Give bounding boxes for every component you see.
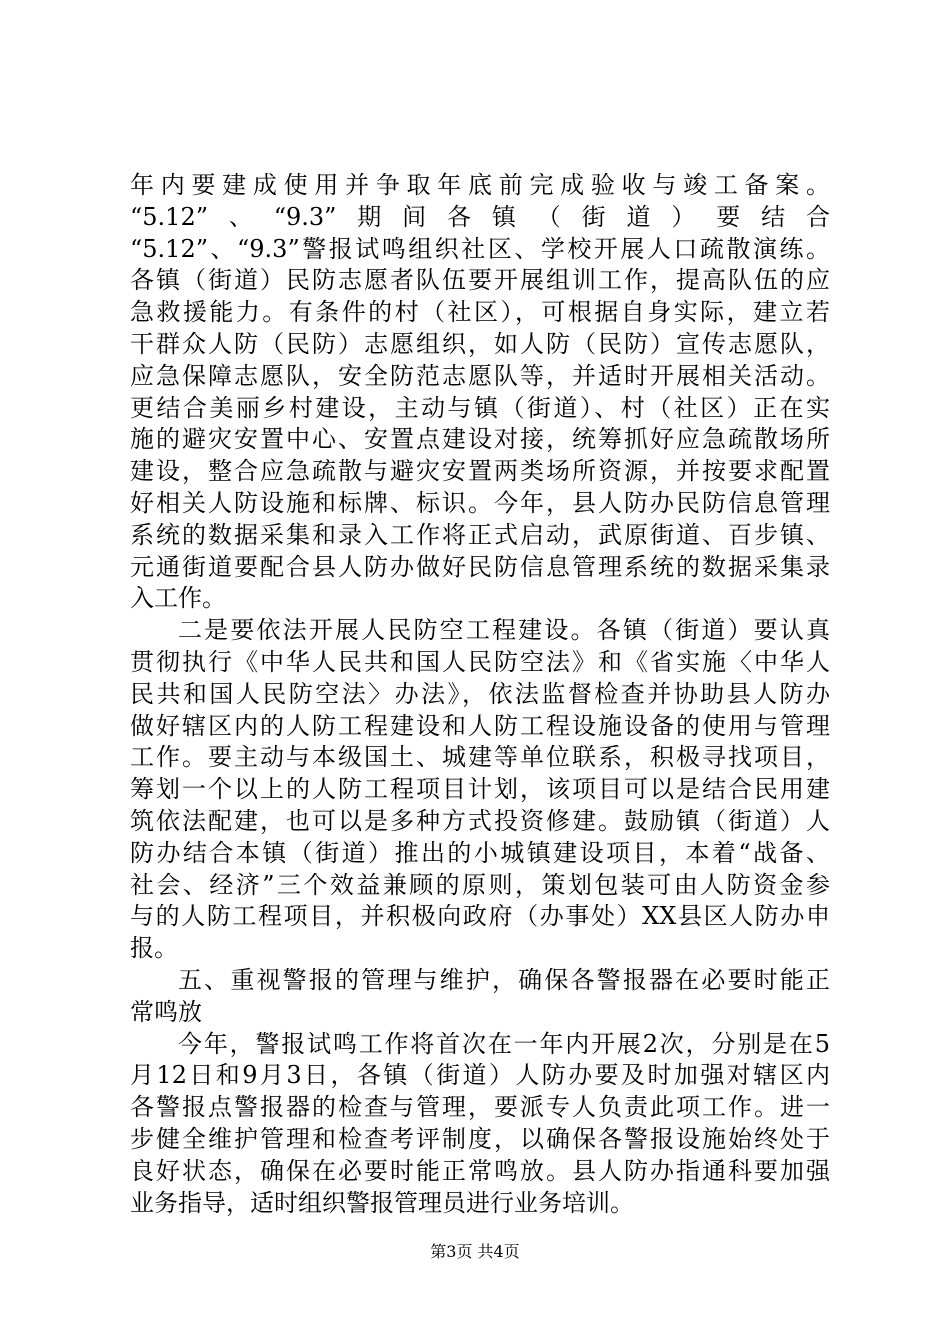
text-line: 今年，警报试鸣工作将首次在一年内开展2次，分别是在5 — [178, 1029, 830, 1058]
text-line: 月12日和9月3日，各镇（街道）人防办要及时加强对辖区内 — [130, 1061, 830, 1090]
text-line: 好相关人防设施和标牌、标识。今年，县人防办民防信息管理 — [130, 488, 830, 517]
text-line: 做好辖区内的人防工程建设和人防工程设施设备的使用与管理 — [130, 711, 830, 740]
text-line: 常鸣放 — [130, 997, 202, 1026]
text-line: 五、重视警报的管理与维护，确保各警报器在必要时能正 — [178, 965, 830, 994]
text-line: 防办结合本镇（街道）推出的小城镇建设项目，本着“战备、 — [130, 838, 830, 867]
text-line: 报。 — [130, 934, 178, 963]
text-line: 干群众人防（民防）志愿组织，如人防（民防）宣传志愿队， — [130, 329, 830, 358]
text-line: 各警报点警报器的检查与管理，要派专人负责此项工作。进一 — [130, 1093, 830, 1122]
text-line: 民共和国人民防空法〉办法》，依法监督检查并协助县人防办 — [130, 679, 830, 708]
text-line: 业务指导，适时组织警报管理员进行业务培训。 — [130, 1188, 634, 1217]
text-line: 贯彻执行《中华人民共和国人民防空法》和《省实施〈中华人 — [130, 647, 830, 676]
text-line: 元通街道要配合县人防办做好民防信息管理系统的数据采集录 — [130, 552, 830, 581]
text-line: 二是要依法开展人民防空工程建设。各镇（街道）要认真 — [178, 616, 830, 645]
text-line: 步健全维护管理和检查考评制度，以确保各警报设施始终处于 — [130, 1124, 830, 1153]
text-line: 社会、经济”三个效益兼顾的原则，策划包装可由人防资金参 — [130, 870, 830, 899]
text-line: 工作。要主动与本级国土、城建等单位联系，积极寻找项目， — [130, 743, 830, 772]
body-text — [130, 170, 830, 1219]
text-line: 建设，整合应急疏散与避灾安置两类场所资源，并按要求配置 — [130, 457, 830, 486]
text-line: 筑依法配建，也可以是多种方式投资修建。鼓励镇（街道）人 — [130, 806, 830, 835]
text-line: 更结合美丽乡村建设，主动与镇（街道）、村（社区）正在实 — [130, 393, 830, 422]
text-line: “5.12”、“9.3”期间各镇（街道）要结合 — [130, 202, 830, 231]
page-footer: 第3页 共4页 — [430, 1242, 520, 1261]
text-line: 各镇（街道）民防志愿者队伍要开展组训工作，提高队伍的应 — [130, 266, 830, 295]
text-line: 筹划一个以上的人防工程项目计划，该项目可以是结合民用建 — [130, 775, 830, 804]
text-line: 年内要建成使用并争取年底前完成验收与竣工备案。 — [130, 171, 830, 199]
text-line: 良好状态，确保在必要时能正常鸣放。县人防办指通科要加强 — [130, 1156, 830, 1185]
text-line: “5.12”、“9.3”警报试鸣组织社区、学校开展人口疏散演练。 — [130, 234, 830, 263]
text-line: 施的避灾安置中心、安置点建设对接，统筹抓好应急疏散场所 — [130, 425, 830, 454]
text-line: 与的人防工程项目，并积极向政府（办事处）XX县区人防办申 — [130, 902, 830, 931]
text-line: 急救援能力。有条件的村（社区），可根据自身实际，建立若 — [130, 298, 830, 327]
text-line: 入工作。 — [130, 584, 226, 613]
text-line: 系统的数据采集和录入工作将正式启动，武原街道、百步镇、 — [130, 520, 830, 549]
text-line: 应急保障志愿队，安全防范志愿队等，并适时开展相关活动。 — [130, 361, 830, 390]
